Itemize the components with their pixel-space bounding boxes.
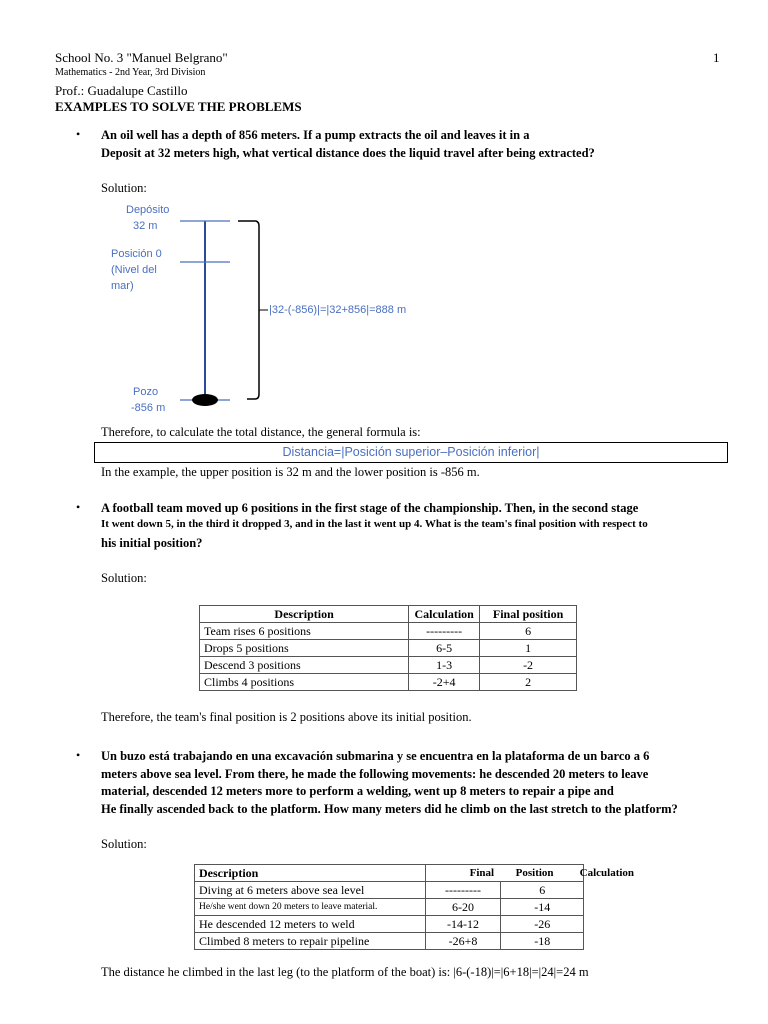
bullet-icon: •: [76, 500, 81, 514]
bullet-icon: •: [76, 127, 81, 141]
table-cell: -26+8: [425, 933, 501, 950]
problem2-line2: It went down 5, in the third it dropped 3, and in the last it went up 4. What is the team's final position with respect to: [101, 518, 648, 530]
position0-sublabel: (Nivel del: [111, 264, 157, 276]
well-value: -856 m: [131, 402, 166, 414]
problem3-solution-label: Solution:: [101, 837, 147, 851]
problem3-line3: material, descended 12 meters more to perform a welding, went up 8 meters to repair a pipe and: [101, 784, 614, 798]
table-row: [200, 657, 577, 674]
problem1-line2: Deposit at 32 meters high, what vertical distance does the liquid travel after being extracted?: [101, 146, 595, 160]
table-cell: 6-20: [425, 899, 501, 916]
table-cell: 6: [480, 623, 577, 640]
table-cell: Climbs 4 positions: [200, 674, 409, 691]
deposit-value: 32 m: [133, 220, 158, 232]
problem1-solution-label: Solution:: [101, 181, 147, 195]
column-header: Calculation: [409, 606, 480, 623]
table-row: [195, 916, 584, 933]
problem3-line2: meters above sea level. From there, he made the following movements: he descended 20 meters to leave: [101, 767, 649, 781]
problem1-therefore: Therefore, to calculate the total distance, the general formula is:: [101, 425, 421, 439]
diver-movement-table: [194, 864, 635, 950]
table-cell: -26: [501, 916, 584, 933]
problem2-line3: his initial position?: [101, 536, 203, 550]
table-cell: -2+4: [409, 674, 480, 691]
table-row: [200, 640, 577, 657]
school-name: School No. 3 "Manuel Belgrano": [55, 50, 228, 65]
column-header: Final: [469, 867, 495, 879]
table-cell: 2: [480, 674, 577, 691]
problem2-solution-label: Solution:: [101, 571, 147, 585]
column-header: Final position: [480, 606, 577, 623]
subject-line: Mathematics - 2nd Year, 3rd Division: [55, 67, 206, 78]
table-cell: ---------: [409, 623, 480, 640]
problem1-line1: An oil well has a depth of 856 meters. If a pump extracts the oil and leaves it in a: [101, 128, 530, 142]
column-header: Description: [200, 606, 409, 623]
column-header: Description: [195, 865, 426, 882]
column-header-group: [425, 865, 635, 882]
well-label: Pozo: [133, 386, 159, 398]
bullet-icon: •: [76, 748, 81, 762]
page-number: 1: [713, 50, 720, 65]
table-cell: 1: [480, 640, 577, 657]
table-cell: -14-12: [425, 916, 501, 933]
table-row: [200, 674, 577, 691]
problem2-line1: A football team moved up 6 positions in the first stage of the championship. Then, in the second stage: [101, 501, 639, 515]
table-cell: He descended 12 meters to weld: [195, 916, 426, 933]
distance-bracket: [238, 221, 259, 399]
deposit-label: Depósito: [126, 204, 170, 216]
column-header: Position: [515, 867, 554, 879]
table-cell: He/she went down 20 meters to leave material.: [195, 899, 426, 916]
formula-box: [94, 442, 728, 463]
distance-calculation: |32-(-856)|=|32+856|=888 m: [269, 304, 407, 316]
table-row: [195, 899, 584, 916]
table-cell: 6-5: [409, 640, 480, 657]
table-cell: -2: [480, 657, 577, 674]
page-title: EXAMPLES TO SOLVE THE PROBLEMS: [55, 99, 302, 114]
table-row: [195, 933, 584, 950]
oil-well-diagram: [0, 0, 768, 430]
table-cell: Descend 3 positions: [200, 657, 409, 674]
position0-label: Posición 0: [111, 248, 162, 260]
table-cell: ---------: [425, 882, 501, 899]
table-cell: -14: [501, 899, 584, 916]
problem2-conclusion: Therefore, the team's final position is 2 positions above its initial position.: [101, 710, 472, 724]
table-row: [200, 623, 577, 640]
column-header: Calculation: [579, 867, 635, 879]
table-row: [195, 882, 584, 899]
position0-sublabel2: mar): [111, 280, 134, 292]
table-cell: 1-3: [409, 657, 480, 674]
table-cell: -18: [501, 933, 584, 950]
table-cell: Climbed 8 meters to repair pipeline: [195, 933, 426, 950]
problem3-line4: He finally ascended back to the platform. How many meters did he climb on the last stretch to the platform?: [101, 802, 678, 816]
professor-line: Prof.: Guadalupe Castillo: [55, 83, 188, 98]
table-header-row: [200, 606, 577, 623]
table-cell: Drops 5 positions: [200, 640, 409, 657]
general-formula: Distancia=|Posición superior–Posición inferior|: [282, 445, 540, 459]
table-cell: 6: [501, 882, 584, 899]
table-cell: Diving at 6 meters above sea level: [195, 882, 426, 899]
well-marker: [192, 394, 218, 406]
problem1-example: In the example, the upper position is 32 m and the lower position is -856 m.: [101, 465, 480, 479]
table-cell: Team rises 6 positions: [200, 623, 409, 640]
table-header-row: [195, 865, 584, 882]
problem3-line1: Un buzo está trabajando en una excavación submarina y se encuentra en la plataforma de un barco a 6: [101, 749, 650, 763]
problem3-conclusion: The distance he climbed in the last leg (to the platform of the boat) is: |6-(-18)|=|6+18|=|24|=24 m: [101, 965, 589, 979]
team-position-table: [199, 605, 577, 691]
